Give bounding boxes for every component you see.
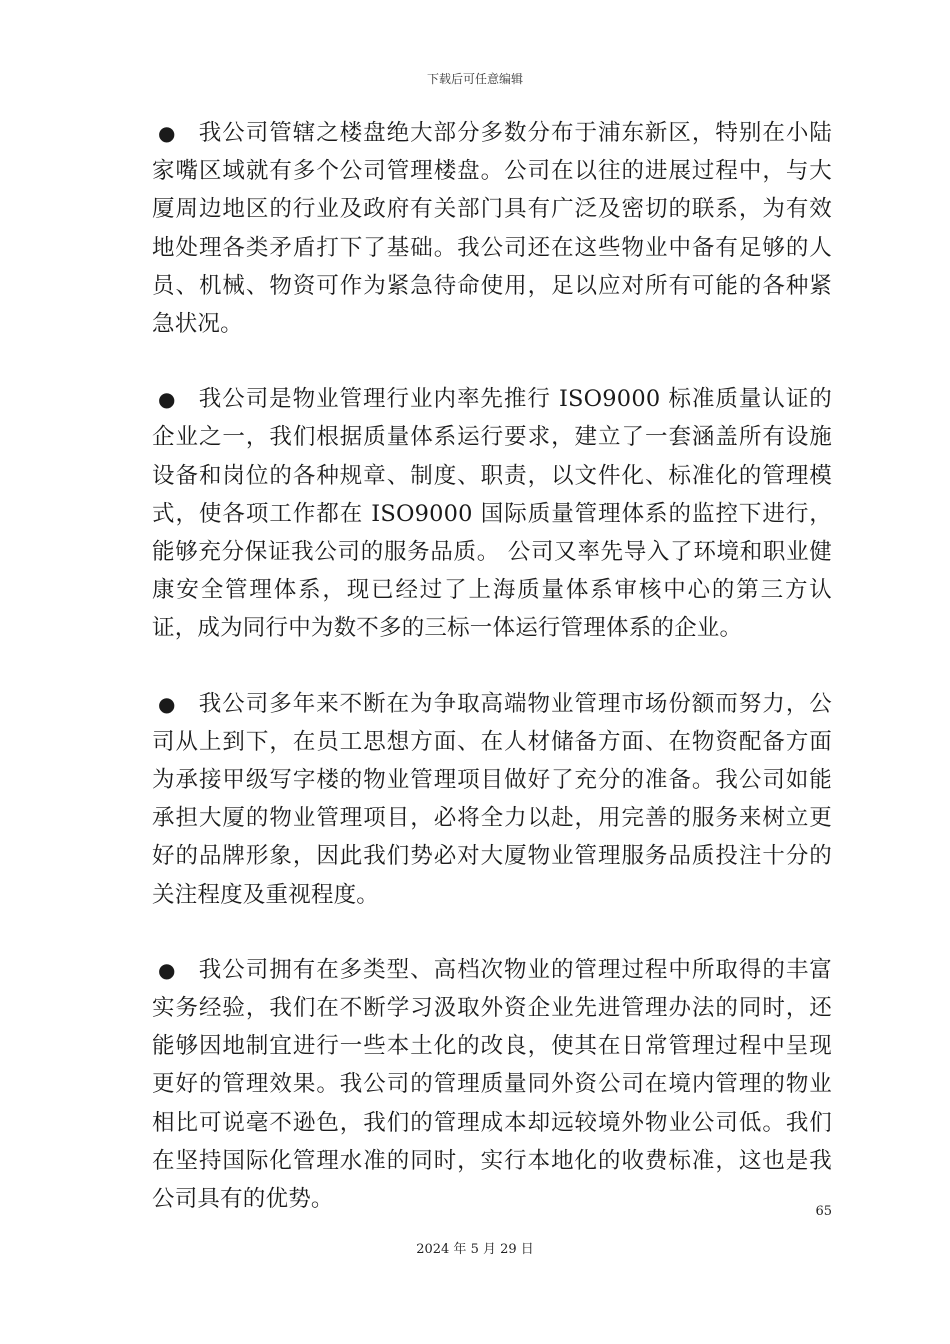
document-body [152,114,832,1255]
bullet-icon: ● [158,957,176,982]
bullet-icon: ● [158,387,176,412]
bullet-paragraph-3 [152,685,832,914]
paragraph-text: 我公司拥有在多类型、高档次物业的管理过程中所取得的丰富实务经验，我们在不断学习汲取外资企业先进管理办法的同时，还能够因地制宜进行一些本土化的改良，使其在日常管理过程中呈现更好的管理效果。我公司的管理质量同外资公司在境内管理的物业相比可说毫不逊色，我们的管理成本却远较境外物业公司低。我们在坚持国际化管理水准的同时，实行本地化的收费标准，这也是我公司具有的优势。 [152,956,832,1213]
paragraph-text: 我公司多年来不断在为争取高端物业管理市场份额而努力，公司从上到下，在员工思想方面、在人材储备方面、在物资配备方面为承接甲级写字楼的物业管理项目做好了充分的准备。我公司如能承担大厦的物业管理项目，必将全力以赴，用完善的服务来树立更好的品牌形象，因此我们势必对大厦物业管理服务品质投注十分的关注程度及重视程度。 [152,690,832,908]
paragraph-text: 我公司是物业管理行业内率先推行 ISO9000 标准质量认证的企业之一，我们根据质量体系运行要求，建立了一套涵盖所有设施设备和岗位的各种规章、制度、职责，以文件化、标准化的管理模式，使各项工作都在 ISO9000 国际质量管理体系的监控下进行，能够充分保证我公司的服务品质。 公司又率先导入了环境和职业健康安全管理体系，现已经过了上海质量体系审核中心的第三方认证，成为同行中为数不多的三标一体运行管理体系的企业。 [152,386,832,642]
footer-date: 2024 年 5 月 29 日 [416,1242,534,1257]
bullet-icon: ● [158,691,176,716]
page-number: 65 [815,1204,832,1219]
paragraph-text: 我公司管辖之楼盘绝大部分多数分布于浦东新区，特别在小陆家嘴区域就有多个公司管理楼盘。公司在以往的进展过程中，与大厦周边地区的行业及政府有关部门具有广泛及密切的联系，为有效地处理各类矛盾打下了基础。我公司还在这些物业中备有足够的人员、机械、物资可作为紧急待命使用，足以应对所有可能的各种紧急状况。 [152,120,832,338]
bullet-paragraph-1 [152,114,832,343]
bullet-paragraph-2 [152,380,832,647]
bullet-paragraph-4 [152,951,832,1218]
page-header: 下载后可任意编辑 [426,72,523,86]
bullet-icon: ● [158,121,176,145]
